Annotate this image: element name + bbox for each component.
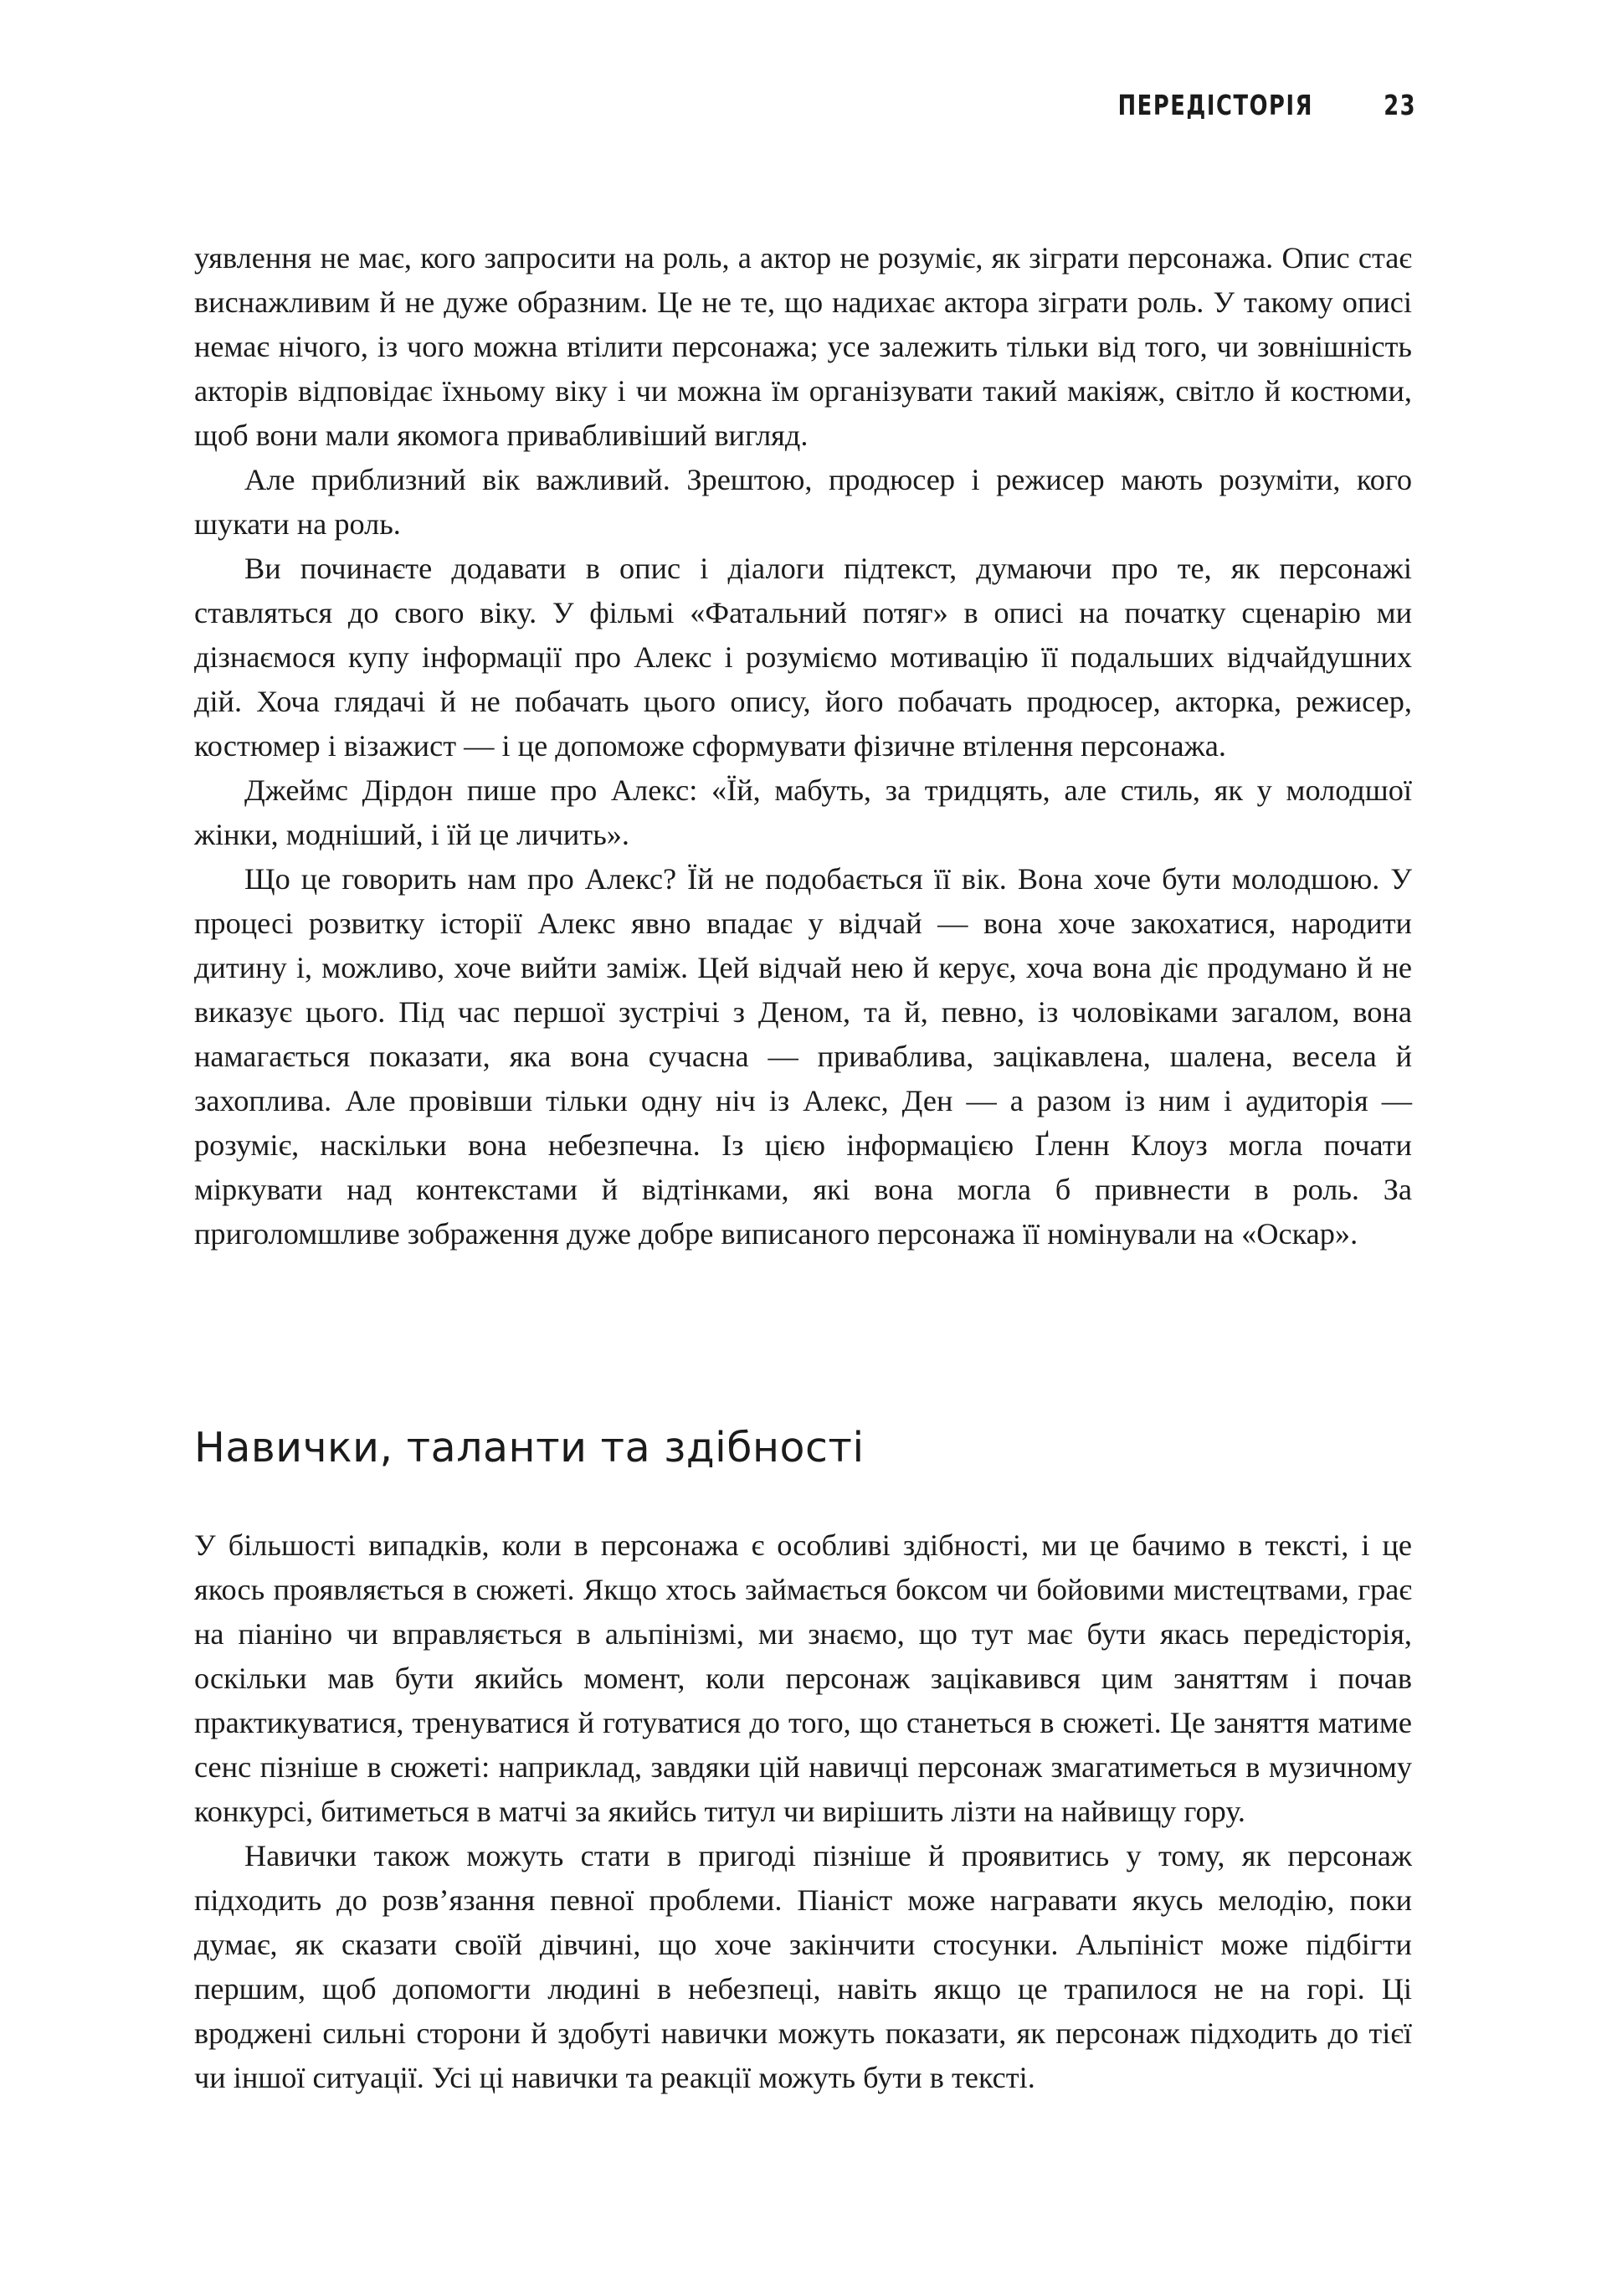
page-number: 23 [1384,89,1416,121]
running-head-section: ПЕРЕДІСТОРІЯ [1117,89,1313,121]
paragraph: Джеймс Дірдон пише про Алекс: «Їй, мабуть, за тридцять, але стиль, як у молодшої жінки, модніший, і їй це личить». [194,773,1412,851]
body-text-block-1 [194,236,1412,1256]
body-text-block-2 [194,1523,1412,2100]
running-head [1117,89,1416,121]
paragraph: Ви починаєте додавати в опис і діалоги підтекст, думаючи про те, як персонажі ставляться до свого віку. У фільмі «Фатальний потяг» в описі на початку сценарію ми дізнаємося купу інформації про Алекс і розуміємо мотивацію її подальших відчайдушних дій. Хоча глядачі й не побачать цього опису, його побачать продюсер, акторка, режисер, костюмер і візажист — і це допоможе сформувати фізичне втілення персонажа. [194,552,1412,763]
paragraph: Але приблизний вік важливий. Зрештою, продюсер і режисер мають розуміти, кого шукати на роль. [194,463,1412,541]
paragraph: уявлення не має, кого запросити на роль, а актор не розуміє, як зіграти персонажа. Опис стає виснажливим й не дуже образним. Це не те, що надихає актора зіграти роль. У такому описі немає нічого, із чого можна втілити персонажа; усе залежить тільки від того, чи зовнішність акторів відповідає їхньому віку і чи можна їм організувати такий макіяж, світло й костюми, щоб вони мали якомога привабливіший вигляд. [194,241,1412,452]
section-heading: Навички, таланти та здібності [194,1424,865,1472]
paragraph: У більшості випадків, коли в персонажа є особливі здібності, ми це бачимо в тексті, і це якось проявляється в сюжеті. Якщо хтось займається боксом чи бойовими мистецтвами, грає на піаніно чи вправляється в альпінізмі, ми знаємо, що тут має бути якась передісторія, оскільки мав бути якийсь момент, коли персонаж зацікавився цим заняттям і почав практикуватися, тренуватися й готуватися до того, що станеться в сюжеті. Це заняття матиме сенс пізніше в сюжеті: наприклад, завдяки цій навичці персонаж змагатиметься в музичному конкурсі, битиметься в матчі за якийсь титул чи вирішить лізти на найвищу гору. [194,1528,1412,1828]
paragraph: Що це говорить нам про Алекс? Їй не подобається її вік. Вона хоче бути молодшою. У процесі розвитку історії Алекс явно впадає у відчай — вона хоче закохатися, народити дитину і, можливо, хоче вийти заміж. Цей відчай нею й керує, хоча вона діє продумано й не виказує цього. Під час першої зустрічі з Деном, та й, певно, із чоловіками загалом, вона намагається показати, яка вона сучасна — приваблива, зацікавлена, шалена, весела й захоплива. Але провівши тільки одну ніч із Алекс, Ден — а разом із ним і аудиторія — розуміє, наскільки вона небезпечна. Із цією інформацією Ґленн Клоуз могла почати міркувати над контекстами й відтінками, які вона могла б привнести в роль. За приголомшливе зображення дуже добре виписаного персонажа її номінували на «Оскар». [194,862,1412,1251]
paragraph: Навички також можуть стати в пригоді пізніше й проявитись у тому, як персонаж підходить до розв’язання певної проблеми. Піаніст може награвати якусь мелодію, поки думає, як сказати своїй дівчині, що хоче закінчити стосунки. Альпініст може підбігти першим, щоб допомогти людині в небезпеці, навіть якщо це трапилося не на горі. Ці вроджені сильні сторони й здобуті навички можуть показати, як персонаж підходить до тієї чи іншої ситуації. Усі ці навички та реакції можуть бути в тексті. [194,1839,1412,2094]
